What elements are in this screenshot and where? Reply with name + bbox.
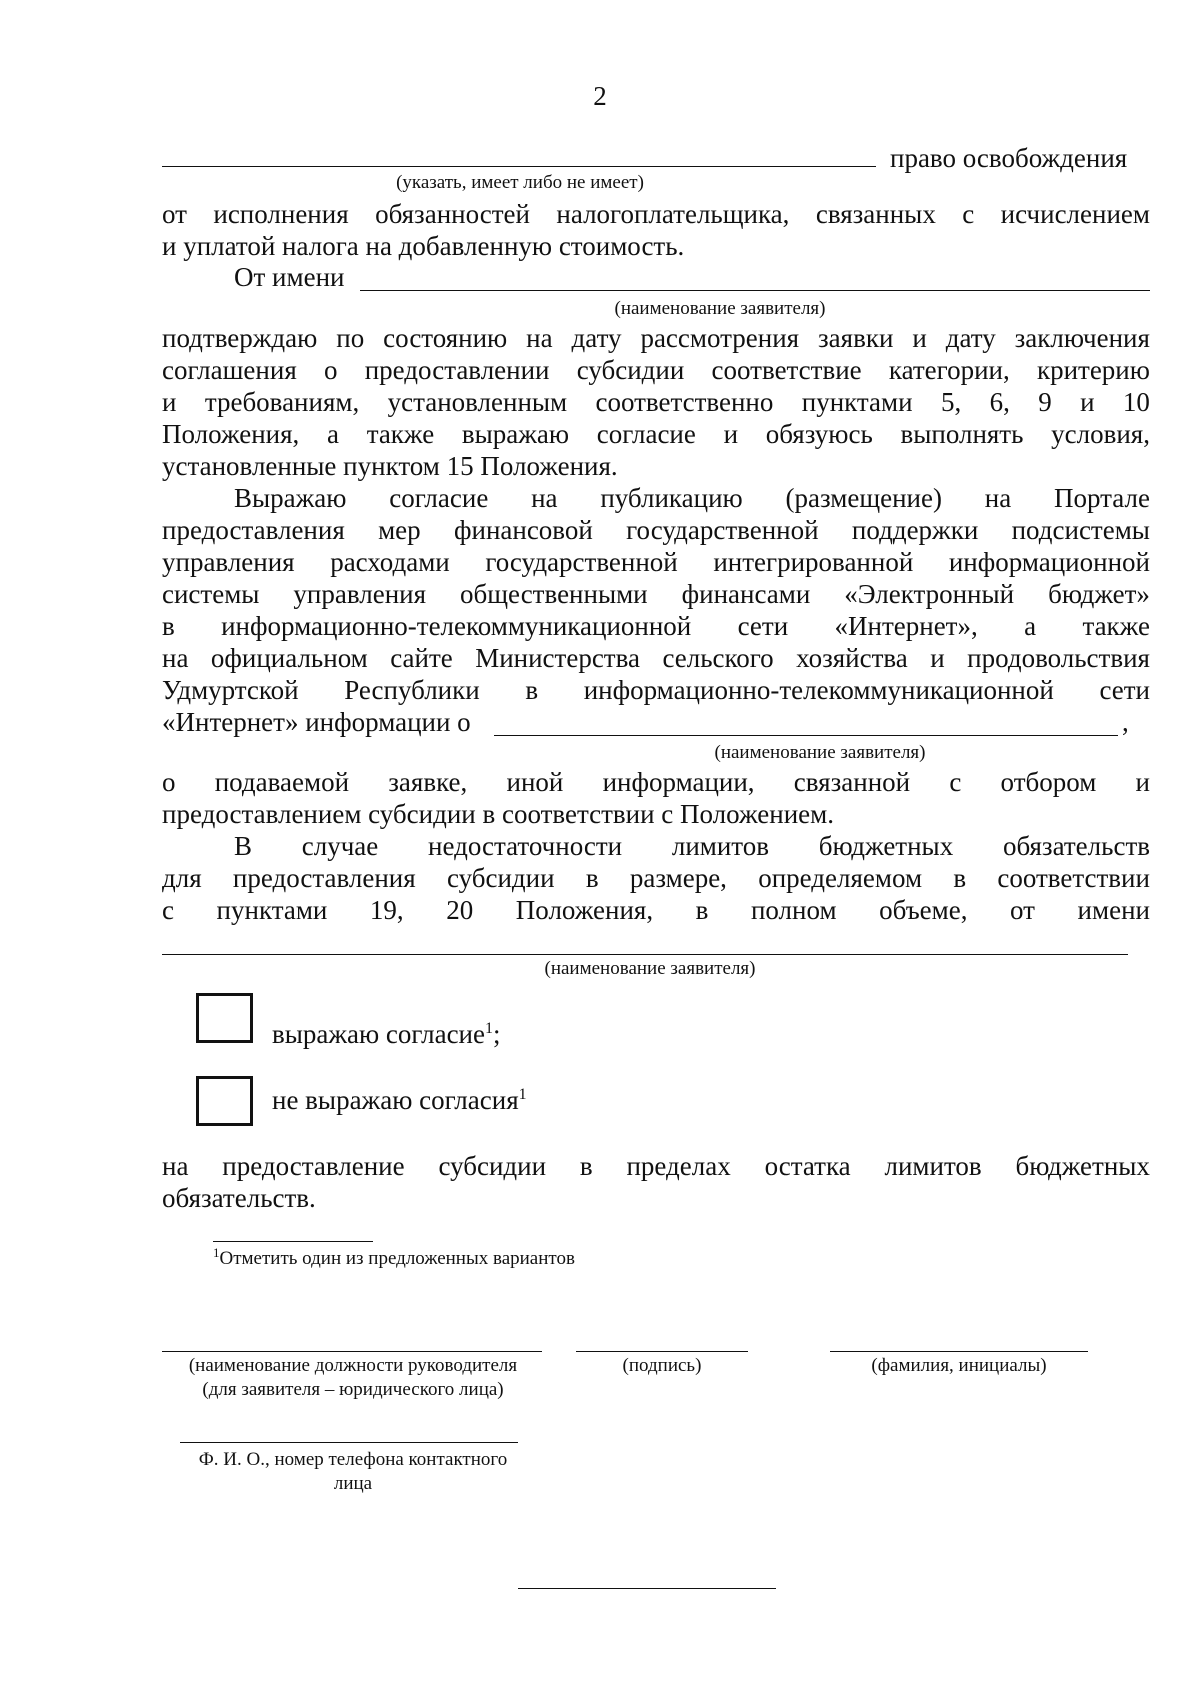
word: субсидии <box>438 1151 547 1181</box>
word: пределах <box>626 1151 731 1181</box>
word: соглашения <box>162 355 297 385</box>
word: лимитов <box>671 831 769 861</box>
word: выражаю <box>461 419 570 449</box>
word: 9 <box>1038 387 1052 417</box>
word: сети <box>1099 675 1150 705</box>
para2-line-7: «Интернет» информации о <box>162 707 471 737</box>
word: соответствии <box>997 863 1150 893</box>
word: бюджетных <box>818 831 954 861</box>
word: подаваемой <box>214 767 350 797</box>
hint-has: (указать, имеет либо не имеет) <box>396 172 644 193</box>
from-name-label: От имени <box>234 262 345 292</box>
word: предоставления <box>162 515 345 545</box>
word: о <box>162 767 176 797</box>
word: обязуюсь <box>765 419 873 449</box>
footnote: $^1$Отметить один из предложенных вариантов <box>213 1245 575 1269</box>
word: требованиям, <box>204 387 360 417</box>
word: продовольствия <box>967 643 1150 673</box>
word: предоставления <box>232 863 416 893</box>
word: отбором <box>1000 767 1097 797</box>
header-line-1: и уплатой налога на добавленную стоимость. <box>162 231 685 261</box>
word: Республики <box>344 675 480 705</box>
word: объеме, <box>879 895 968 925</box>
word: критерию <box>1036 355 1150 385</box>
word: обязанностей <box>375 199 530 229</box>
word: системы <box>162 579 260 609</box>
word: В <box>234 831 253 861</box>
word: связанных <box>815 199 936 229</box>
word: заявке, <box>388 767 468 797</box>
position-label-2: (для заявителя – юридического лица) <box>202 1379 504 1400</box>
applicant-2-comma: , <box>1122 707 1129 737</box>
para2-line-0 <box>162 482 1150 515</box>
word: Удмуртской <box>162 675 299 705</box>
word: согласие <box>389 483 489 513</box>
word: в <box>162 611 175 641</box>
consent-option-label: выражаю согласие$^1$; <box>272 1019 501 1049</box>
closing-line-1: обязательств. <box>162 1183 316 1213</box>
para1-line-1 <box>162 354 1150 387</box>
word: хозяйства <box>796 643 908 673</box>
word: предоставление <box>222 1151 405 1181</box>
word: и <box>1135 767 1150 797</box>
word: условия, <box>1051 419 1150 449</box>
para1-line-2 <box>162 386 1150 419</box>
blank-line-applicant-3[interactable] <box>162 954 1128 955</box>
word: пунктами <box>801 387 913 417</box>
para1-line-0 <box>162 322 1150 355</box>
contact-line[interactable] <box>180 1442 518 1443</box>
word: Выражаю <box>234 483 347 513</box>
exemption-right-text: право освобождения <box>890 143 1128 173</box>
word: бюджет» <box>1048 579 1150 609</box>
word: управления <box>293 579 427 609</box>
word: публикацию <box>600 483 743 513</box>
word: размере, <box>629 863 727 893</box>
name-label: (фамилия, инициалы) <box>871 1355 1047 1376</box>
position-label-1: (наименование должности руководителя <box>188 1355 518 1376</box>
word: информационно-телекоммуникационной <box>583 675 1054 705</box>
para2-line-4 <box>162 610 1150 643</box>
word: информации, <box>602 767 755 797</box>
word: связанной <box>793 767 911 797</box>
para2-after-line-0 <box>162 766 1150 799</box>
word: финансами <box>681 579 811 609</box>
para2-line-3 <box>162 578 1150 611</box>
word: 19, <box>369 895 404 925</box>
contact-label-2: лица <box>333 1473 373 1494</box>
word: определяемом <box>758 863 923 893</box>
word: от <box>1010 895 1035 925</box>
word: на <box>531 483 558 513</box>
word: мер <box>378 515 421 545</box>
para2-line-2 <box>162 546 1150 579</box>
word: сети <box>737 611 789 641</box>
end-separator <box>518 1588 776 1589</box>
word: и <box>930 643 945 673</box>
hint-applicant-1: (наименование заявителя) <box>614 298 826 319</box>
word: 20 <box>446 895 474 925</box>
hint-applicant-3: (наименование заявителя) <box>544 958 756 979</box>
word: Положения, <box>515 895 654 925</box>
word: с <box>962 199 975 229</box>
word: установленным <box>387 387 568 417</box>
word: Портале <box>1054 483 1150 513</box>
word: обязательств <box>1002 831 1150 861</box>
no-consent-option-label: не выражаю согласия$^1$ <box>272 1085 527 1115</box>
word: имени <box>1077 895 1150 925</box>
word: случае <box>301 831 379 861</box>
word: остатка <box>764 1151 851 1181</box>
header-line-0 <box>162 198 1150 231</box>
para2-after-line-1: предоставлением субсидии в соответствии с Положением. <box>162 799 834 829</box>
word: заключения <box>1014 323 1150 353</box>
word: Положения, <box>162 419 300 449</box>
word: о <box>323 355 338 385</box>
word: соответствие <box>711 355 862 385</box>
blank-line-applicant-2[interactable] <box>494 735 1118 736</box>
para2-line-1 <box>162 514 1150 547</box>
word: иной <box>506 767 564 797</box>
word: дату <box>571 323 622 353</box>
word: рассмотрения <box>640 323 800 353</box>
word: «Интернет», <box>834 611 978 641</box>
word: субсидии <box>576 355 685 385</box>
word: на <box>984 483 1012 513</box>
signature-line[interactable] <box>576 1351 748 1352</box>
word: бюджетных <box>1015 1151 1150 1181</box>
word: и <box>162 387 177 417</box>
word: интегрированной <box>713 547 914 577</box>
word: для <box>162 863 202 893</box>
word: расходами <box>330 547 450 577</box>
contact-label-1: Ф. И. О., номер телефона контактного <box>198 1449 508 1470</box>
word: сайте <box>390 643 453 673</box>
para3-line-0 <box>162 830 1150 863</box>
word: 6, <box>989 387 1010 417</box>
para2-line-5 <box>162 642 1150 675</box>
word: лимитов <box>884 1151 982 1181</box>
word: поддержки <box>851 515 979 545</box>
word: управления <box>162 547 295 577</box>
signature-label: (подпись) <box>622 1355 702 1376</box>
word: дату <box>945 323 996 353</box>
para3-line-1 <box>162 862 1150 895</box>
word: также <box>366 419 435 449</box>
word: недостаточности <box>428 831 623 861</box>
word: с <box>162 895 174 925</box>
word: субсидии <box>446 863 555 893</box>
word: официальном <box>210 643 368 673</box>
position-signature-line[interactable] <box>162 1351 542 1352</box>
word: на <box>162 1151 189 1181</box>
hint-applicant-2: (наименование заявителя) <box>714 742 926 763</box>
blank-line-applicant-1[interactable] <box>360 290 1150 291</box>
word: подсистемы <box>1011 515 1150 545</box>
word: государственной <box>626 515 819 545</box>
word: исчислением <box>1000 199 1150 229</box>
word: налогоплательщика, <box>556 199 790 229</box>
para1-line-4: установленные пунктом 15 Положения. <box>162 451 618 481</box>
word: соответственно <box>595 387 774 417</box>
word: в <box>953 863 967 893</box>
word: а <box>327 419 339 449</box>
word: государственной <box>485 547 678 577</box>
blank-line-has[interactable] <box>162 166 876 167</box>
para3-line-2 <box>162 894 1150 927</box>
word: состоянию <box>383 323 508 353</box>
word: информационно-телекоммуникационной <box>221 611 692 641</box>
word: полном <box>750 895 837 925</box>
word: информационной <box>948 547 1150 577</box>
word: категории, <box>888 355 1010 385</box>
word: и <box>1080 387 1095 417</box>
word: от <box>162 199 187 229</box>
word: и <box>912 323 927 353</box>
para1-line-3 <box>162 418 1150 451</box>
word: а <box>1024 611 1037 641</box>
word: на <box>526 323 553 353</box>
word: по <box>336 323 365 353</box>
para2-line-6 <box>162 674 1150 707</box>
word: «Электронный <box>844 579 1015 609</box>
word: в <box>579 1151 593 1181</box>
word: на <box>162 643 189 673</box>
word: финансовой <box>454 515 593 545</box>
word: исполнения <box>213 199 349 229</box>
page-number: 2 <box>593 81 607 111</box>
word: предоставлении <box>364 355 550 385</box>
word: выполнять <box>900 419 1024 449</box>
word: и <box>723 419 739 449</box>
word: общественными <box>460 579 648 609</box>
word: в <box>525 675 539 705</box>
word: подтверждаю <box>162 323 318 353</box>
word: (размещение) <box>785 483 942 513</box>
name-signature-line[interactable] <box>830 1351 1088 1352</box>
word: сельского <box>662 643 774 673</box>
word: в <box>695 895 709 925</box>
word: согласие <box>596 419 696 449</box>
footnote-separator <box>213 1241 373 1242</box>
word: 10 <box>1122 387 1150 417</box>
closing-line-0 <box>162 1150 1150 1183</box>
consent-checkbox[interactable] <box>196 993 253 1043</box>
word: также <box>1082 611 1150 641</box>
word: 5, <box>940 387 962 417</box>
word: Министерства <box>475 643 640 673</box>
word: пунктами <box>216 895 328 925</box>
word: в <box>585 863 599 893</box>
word: с <box>949 767 962 797</box>
no-consent-checkbox[interactable] <box>196 1076 253 1126</box>
word: заявки <box>818 323 894 353</box>
